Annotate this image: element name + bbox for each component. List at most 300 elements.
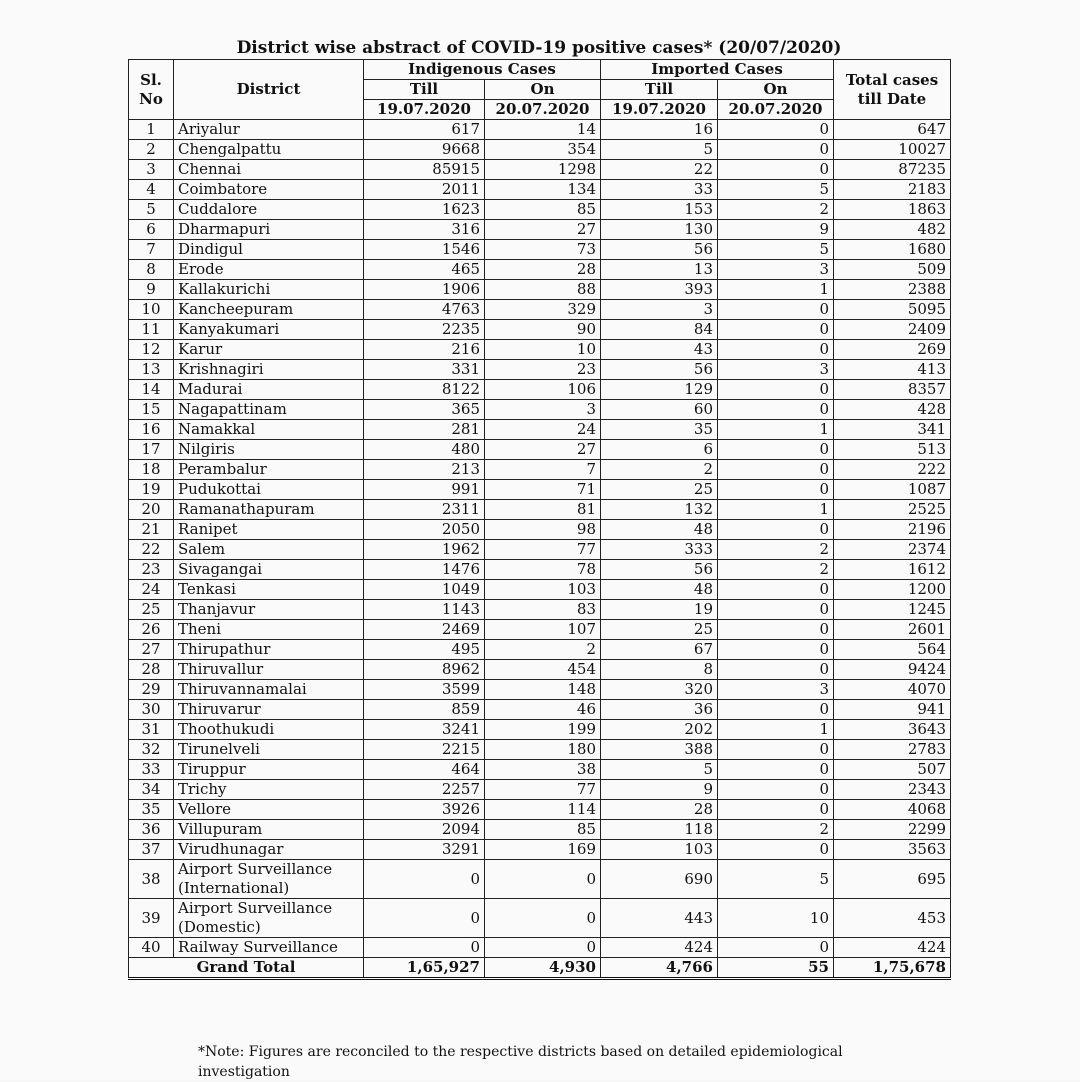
cell-imp-on: 2 bbox=[718, 560, 834, 580]
grand-total-label: Grand Total bbox=[129, 958, 364, 979]
cell-imp-on: 0 bbox=[718, 340, 834, 360]
cell-imp-on: 5 bbox=[718, 180, 834, 200]
table-row bbox=[129, 140, 951, 160]
cell-district: Namakkal bbox=[174, 420, 364, 440]
cell-total: 3563 bbox=[834, 840, 951, 860]
cell-ind-on: 78 bbox=[485, 560, 601, 580]
cell-slno: 39 bbox=[129, 899, 174, 938]
cell-ind-on: 77 bbox=[485, 780, 601, 800]
cell-total: 1200 bbox=[834, 580, 951, 600]
cell-imp-till: 690 bbox=[601, 860, 718, 899]
grand-total-imp-till: 4,766 bbox=[601, 958, 718, 979]
cell-ind-on: 199 bbox=[485, 720, 601, 740]
header-ind-on: On bbox=[485, 80, 601, 100]
cell-imp-on: 1 bbox=[718, 500, 834, 520]
cell-imp-till: 443 bbox=[601, 899, 718, 938]
cell-imp-on: 1 bbox=[718, 280, 834, 300]
header-ind-on-date: 20.07.2020 bbox=[485, 100, 601, 120]
cell-total: 482 bbox=[834, 220, 951, 240]
cell-ind-till: 1546 bbox=[364, 240, 485, 260]
cell-district: Pudukottai bbox=[174, 480, 364, 500]
cell-total: 2409 bbox=[834, 320, 951, 340]
cell-imp-on: 0 bbox=[718, 480, 834, 500]
cell-total: 513 bbox=[834, 440, 951, 460]
cell-imp-till: 25 bbox=[601, 620, 718, 640]
table-row bbox=[129, 300, 951, 320]
cell-imp-on: 0 bbox=[718, 140, 834, 160]
cell-ind-on: 454 bbox=[485, 660, 601, 680]
cell-ind-till: 2215 bbox=[364, 740, 485, 760]
cell-total: 341 bbox=[834, 420, 951, 440]
header-imp-on: On bbox=[718, 80, 834, 100]
cell-total: 5095 bbox=[834, 300, 951, 320]
cell-district bbox=[174, 860, 364, 899]
cell-total: 2299 bbox=[834, 820, 951, 840]
cell-ind-till: 216 bbox=[364, 340, 485, 360]
cell-total: 647 bbox=[834, 120, 951, 140]
cell-imp-till: 19 bbox=[601, 600, 718, 620]
cell-slno: 24 bbox=[129, 580, 174, 600]
cell-slno: 25 bbox=[129, 600, 174, 620]
cell-ind-on: 3 bbox=[485, 400, 601, 420]
cell-imp-till: 393 bbox=[601, 280, 718, 300]
cell-ind-till: 2311 bbox=[364, 500, 485, 520]
cell-district: Thoothukudi bbox=[174, 720, 364, 740]
cell-imp-on: 0 bbox=[718, 938, 834, 958]
cell-slno: 1 bbox=[129, 120, 174, 140]
cell-total: 507 bbox=[834, 760, 951, 780]
table-row bbox=[129, 240, 951, 260]
cell-imp-till: 3 bbox=[601, 300, 718, 320]
table-row bbox=[129, 740, 951, 760]
cell-district: Tiruppur bbox=[174, 760, 364, 780]
cell-slno: 19 bbox=[129, 480, 174, 500]
cell-district: Nilgiris bbox=[174, 440, 364, 460]
table-row bbox=[129, 440, 951, 460]
cell-ind-on: 27 bbox=[485, 220, 601, 240]
header-slno: Sl. No bbox=[129, 60, 174, 120]
cell-imp-till: 13 bbox=[601, 260, 718, 280]
cell-imp-till: 202 bbox=[601, 720, 718, 740]
cell-slno: 11 bbox=[129, 320, 174, 340]
cell-district: Thanjavur bbox=[174, 600, 364, 620]
cell-total: 2196 bbox=[834, 520, 951, 540]
header-ind-till-date: 19.07.2020 bbox=[364, 100, 485, 120]
cell-district: Salem bbox=[174, 540, 364, 560]
cell-district: Tenkasi bbox=[174, 580, 364, 600]
cell-ind-till: 859 bbox=[364, 700, 485, 720]
cell-slno: 22 bbox=[129, 540, 174, 560]
cell-district bbox=[174, 899, 364, 938]
cell-imp-till: 84 bbox=[601, 320, 718, 340]
cell-total: 2183 bbox=[834, 180, 951, 200]
cell-imp-on: 5 bbox=[718, 240, 834, 260]
cell-slno: 16 bbox=[129, 420, 174, 440]
cell-total: 941 bbox=[834, 700, 951, 720]
cell-total: 695 bbox=[834, 860, 951, 899]
table-row bbox=[129, 540, 951, 560]
cell-imp-on: 10 bbox=[718, 899, 834, 938]
cell-district: Sivagangai bbox=[174, 560, 364, 580]
table-row bbox=[129, 760, 951, 780]
table-row bbox=[129, 660, 951, 680]
cell-slno: 40 bbox=[129, 938, 174, 958]
table-row bbox=[129, 260, 951, 280]
cell-ind-till: 480 bbox=[364, 440, 485, 460]
cell-imp-on: 2 bbox=[718, 200, 834, 220]
cell-ind-on: 81 bbox=[485, 500, 601, 520]
table-row bbox=[129, 820, 951, 840]
cell-imp-till: 28 bbox=[601, 800, 718, 820]
header-imported: Imported Cases bbox=[601, 60, 834, 80]
cell-ind-till: 1962 bbox=[364, 540, 485, 560]
header-imp-till: Till bbox=[601, 80, 718, 100]
cell-ind-till: 1906 bbox=[364, 280, 485, 300]
cell-ind-till: 0 bbox=[364, 860, 485, 899]
cell-ind-on: 85 bbox=[485, 200, 601, 220]
cell-total: 8357 bbox=[834, 380, 951, 400]
cell-total: 9424 bbox=[834, 660, 951, 680]
footnote bbox=[198, 1042, 898, 1082]
cell-ind-on: 0 bbox=[485, 938, 601, 958]
cell-slno: 7 bbox=[129, 240, 174, 260]
cell-imp-on: 0 bbox=[718, 400, 834, 420]
cell-district: Kanyakumari bbox=[174, 320, 364, 340]
district-line-2: (International) bbox=[178, 879, 290, 897]
cell-ind-on: 354 bbox=[485, 140, 601, 160]
cell-slno: 5 bbox=[129, 200, 174, 220]
cell-imp-till: 320 bbox=[601, 680, 718, 700]
cell-district: Ramanathapuram bbox=[174, 500, 364, 520]
cell-imp-till: 35 bbox=[601, 420, 718, 440]
cell-district: Trichy bbox=[174, 780, 364, 800]
cell-imp-on: 0 bbox=[718, 120, 834, 140]
table-row bbox=[129, 480, 951, 500]
cell-ind-on: 0 bbox=[485, 860, 601, 899]
grand-total-ind-on: 4,930 bbox=[485, 958, 601, 979]
cell-imp-on: 0 bbox=[718, 320, 834, 340]
cell-imp-on: 2 bbox=[718, 820, 834, 840]
cell-slno: 37 bbox=[129, 840, 174, 860]
cell-total: 1087 bbox=[834, 480, 951, 500]
cell-ind-on: 106 bbox=[485, 380, 601, 400]
cell-ind-till: 2094 bbox=[364, 820, 485, 840]
cell-slno: 2 bbox=[129, 140, 174, 160]
header-imp-till-date: 19.07.2020 bbox=[601, 100, 718, 120]
cell-imp-on: 5 bbox=[718, 860, 834, 899]
cell-imp-on: 0 bbox=[718, 440, 834, 460]
cell-slno: 18 bbox=[129, 460, 174, 480]
table-row bbox=[129, 860, 951, 899]
cell-district: Thirupathur bbox=[174, 640, 364, 660]
cell-ind-on: 98 bbox=[485, 520, 601, 540]
table-row bbox=[129, 340, 951, 360]
cell-imp-till: 129 bbox=[601, 380, 718, 400]
cell-total: 2374 bbox=[834, 540, 951, 560]
cell-imp-till: 132 bbox=[601, 500, 718, 520]
cell-district: Dharmapuri bbox=[174, 220, 364, 240]
table-row bbox=[129, 680, 951, 700]
cell-total: 10027 bbox=[834, 140, 951, 160]
cell-ind-till: 495 bbox=[364, 640, 485, 660]
cell-district: Erode bbox=[174, 260, 364, 280]
cell-imp-on: 0 bbox=[718, 740, 834, 760]
cell-imp-on: 0 bbox=[718, 640, 834, 660]
cell-total: 564 bbox=[834, 640, 951, 660]
cell-district: Villupuram bbox=[174, 820, 364, 840]
cell-ind-till: 1476 bbox=[364, 560, 485, 580]
page-title: District wise abstract of COVID-19 positive cases* (20/07/2020) bbox=[236, 38, 842, 58]
cell-ind-till: 3291 bbox=[364, 840, 485, 860]
cell-ind-till: 465 bbox=[364, 260, 485, 280]
cell-ind-on: 46 bbox=[485, 700, 601, 720]
cell-ind-on: 73 bbox=[485, 240, 601, 260]
cell-ind-till: 3926 bbox=[364, 800, 485, 820]
table-row bbox=[129, 360, 951, 380]
cell-total: 2525 bbox=[834, 500, 951, 520]
grand-total-ind-till: 1,65,927 bbox=[364, 958, 485, 979]
cell-ind-on: 329 bbox=[485, 300, 601, 320]
district-line-1: Airport Surveillance bbox=[178, 860, 333, 878]
cell-imp-till: 9 bbox=[601, 780, 718, 800]
cell-district: Kallakurichi bbox=[174, 280, 364, 300]
cell-imp-till: 118 bbox=[601, 820, 718, 840]
grand-total-row bbox=[129, 958, 951, 979]
cell-imp-on: 1 bbox=[718, 720, 834, 740]
cell-ind-till: 0 bbox=[364, 899, 485, 938]
cell-ind-on: 169 bbox=[485, 840, 601, 860]
table-row bbox=[129, 420, 951, 440]
cell-ind-till: 3599 bbox=[364, 680, 485, 700]
cell-ind-on: 23 bbox=[485, 360, 601, 380]
cell-ind-till: 2050 bbox=[364, 520, 485, 540]
cell-imp-on: 0 bbox=[718, 520, 834, 540]
cell-total: 269 bbox=[834, 340, 951, 360]
cell-slno: 26 bbox=[129, 620, 174, 640]
cell-imp-on: 0 bbox=[718, 760, 834, 780]
cell-total: 1612 bbox=[834, 560, 951, 580]
cell-district: Tirunelveli bbox=[174, 740, 364, 760]
cell-slno: 20 bbox=[129, 500, 174, 520]
cell-ind-on: 28 bbox=[485, 260, 601, 280]
cell-imp-on: 0 bbox=[718, 460, 834, 480]
cell-slno: 4 bbox=[129, 180, 174, 200]
cell-ind-till: 1143 bbox=[364, 600, 485, 620]
cell-slno: 38 bbox=[129, 860, 174, 899]
cell-ind-on: 83 bbox=[485, 600, 601, 620]
cell-district: Dindigul bbox=[174, 240, 364, 260]
cell-total: 509 bbox=[834, 260, 951, 280]
cell-ind-till: 8962 bbox=[364, 660, 485, 680]
cell-ind-on: 103 bbox=[485, 580, 601, 600]
cell-ind-till: 3241 bbox=[364, 720, 485, 740]
cell-imp-on: 0 bbox=[718, 840, 834, 860]
cell-slno: 17 bbox=[129, 440, 174, 460]
cell-ind-till: 0 bbox=[364, 938, 485, 958]
cell-imp-till: 36 bbox=[601, 700, 718, 720]
cell-imp-till: 56 bbox=[601, 360, 718, 380]
cell-ind-on: 77 bbox=[485, 540, 601, 560]
cell-ind-on: 107 bbox=[485, 620, 601, 640]
cell-imp-on: 0 bbox=[718, 380, 834, 400]
cell-imp-on: 0 bbox=[718, 600, 834, 620]
cell-slno: 36 bbox=[129, 820, 174, 840]
district-line-1: Airport Surveillance bbox=[178, 899, 333, 917]
cell-total: 4068 bbox=[834, 800, 951, 820]
cell-imp-till: 6 bbox=[601, 440, 718, 460]
cell-imp-till: 25 bbox=[601, 480, 718, 500]
cell-district: Chengalpattu bbox=[174, 140, 364, 160]
cell-total: 222 bbox=[834, 460, 951, 480]
cell-slno: 13 bbox=[129, 360, 174, 380]
table-row bbox=[129, 600, 951, 620]
cell-imp-on: 0 bbox=[718, 160, 834, 180]
cell-slno: 15 bbox=[129, 400, 174, 420]
cell-ind-till: 9668 bbox=[364, 140, 485, 160]
header-ind-till: Till bbox=[364, 80, 485, 100]
cell-imp-on: 3 bbox=[718, 680, 834, 700]
cell-ind-on: 10 bbox=[485, 340, 601, 360]
cell-imp-till: 388 bbox=[601, 740, 718, 760]
cell-imp-till: 43 bbox=[601, 340, 718, 360]
cell-ind-on: 71 bbox=[485, 480, 601, 500]
cell-imp-on: 0 bbox=[718, 780, 834, 800]
cell-imp-till: 333 bbox=[601, 540, 718, 560]
cell-district: Ariyalur bbox=[174, 120, 364, 140]
cell-district: Vellore bbox=[174, 800, 364, 820]
cell-total: 2388 bbox=[834, 280, 951, 300]
cell-total: 3643 bbox=[834, 720, 951, 740]
cell-district: Kancheepuram bbox=[174, 300, 364, 320]
cell-ind-on: 114 bbox=[485, 800, 601, 820]
cell-district: Krishnagiri bbox=[174, 360, 364, 380]
cell-ind-on: 27 bbox=[485, 440, 601, 460]
cell-total: 424 bbox=[834, 938, 951, 958]
cell-imp-on: 2 bbox=[718, 540, 834, 560]
grand-total-imp-on: 55 bbox=[718, 958, 834, 979]
table-row bbox=[129, 620, 951, 640]
cell-district: Nagapattinam bbox=[174, 400, 364, 420]
cell-imp-till: 5 bbox=[601, 140, 718, 160]
cell-slno: 8 bbox=[129, 260, 174, 280]
cell-ind-till: 331 bbox=[364, 360, 485, 380]
cell-ind-till: 85915 bbox=[364, 160, 485, 180]
cell-ind-till: 2469 bbox=[364, 620, 485, 640]
cell-imp-on: 0 bbox=[718, 620, 834, 640]
cell-imp-till: 56 bbox=[601, 240, 718, 260]
cell-ind-till: 1623 bbox=[364, 200, 485, 220]
cell-total: 1245 bbox=[834, 600, 951, 620]
cell-ind-till: 617 bbox=[364, 120, 485, 140]
cell-imp-on: 3 bbox=[718, 360, 834, 380]
cell-slno: 21 bbox=[129, 520, 174, 540]
cell-imp-till: 22 bbox=[601, 160, 718, 180]
cell-slno: 12 bbox=[129, 340, 174, 360]
cell-slno: 31 bbox=[129, 720, 174, 740]
cell-imp-till: 153 bbox=[601, 200, 718, 220]
footnote-line-1: *Note: Figures are reconciled to the respective districts based on detailed epidemiological bbox=[198, 1044, 843, 1060]
cell-total: 1680 bbox=[834, 240, 951, 260]
table-row bbox=[129, 200, 951, 220]
cell-district: Madurai bbox=[174, 380, 364, 400]
footnote-line-2: investigation bbox=[198, 1064, 290, 1080]
table-row bbox=[129, 320, 951, 340]
table-row bbox=[129, 400, 951, 420]
cell-slno: 33 bbox=[129, 760, 174, 780]
cell-slno: 35 bbox=[129, 800, 174, 820]
cell-imp-till: 60 bbox=[601, 400, 718, 420]
cell-ind-on: 1298 bbox=[485, 160, 601, 180]
table-row bbox=[129, 560, 951, 580]
cell-ind-till: 991 bbox=[364, 480, 485, 500]
table-row bbox=[129, 160, 951, 180]
cell-imp-till: 8 bbox=[601, 660, 718, 680]
table-row bbox=[129, 460, 951, 480]
cell-imp-till: 2 bbox=[601, 460, 718, 480]
cell-slno: 10 bbox=[129, 300, 174, 320]
cell-ind-on: 38 bbox=[485, 760, 601, 780]
cell-slno: 6 bbox=[129, 220, 174, 240]
cell-imp-on: 9 bbox=[718, 220, 834, 240]
table-row bbox=[129, 520, 951, 540]
cell-imp-till: 48 bbox=[601, 580, 718, 600]
table-row bbox=[129, 280, 951, 300]
cell-district: Thiruvallur bbox=[174, 660, 364, 680]
table-row bbox=[129, 500, 951, 520]
cell-imp-on: 0 bbox=[718, 300, 834, 320]
cell-district: Karur bbox=[174, 340, 364, 360]
table-row bbox=[129, 899, 951, 938]
cell-imp-on: 1 bbox=[718, 420, 834, 440]
cell-total: 87235 bbox=[834, 160, 951, 180]
cell-ind-till: 8122 bbox=[364, 380, 485, 400]
cell-district: Chennai bbox=[174, 160, 364, 180]
cell-total: 2783 bbox=[834, 740, 951, 760]
cell-ind-till: 316 bbox=[364, 220, 485, 240]
cell-ind-till: 464 bbox=[364, 760, 485, 780]
cell-ind-till: 1049 bbox=[364, 580, 485, 600]
cell-slno: 27 bbox=[129, 640, 174, 660]
cell-imp-on: 3 bbox=[718, 260, 834, 280]
cell-slno: 28 bbox=[129, 660, 174, 680]
cell-total: 1863 bbox=[834, 200, 951, 220]
cell-ind-on: 88 bbox=[485, 280, 601, 300]
cell-slno: 9 bbox=[129, 280, 174, 300]
cell-slno: 30 bbox=[129, 700, 174, 720]
cell-district: Cuddalore bbox=[174, 200, 364, 220]
cell-slno: 14 bbox=[129, 380, 174, 400]
cell-ind-till: 2235 bbox=[364, 320, 485, 340]
cell-imp-till: 67 bbox=[601, 640, 718, 660]
cell-district: Ranipet bbox=[174, 520, 364, 540]
covid-cases-table bbox=[128, 59, 951, 980]
cell-ind-till: 365 bbox=[364, 400, 485, 420]
table-row bbox=[129, 640, 951, 660]
cell-imp-on: 0 bbox=[718, 580, 834, 600]
cell-ind-till: 281 bbox=[364, 420, 485, 440]
cell-total: 4070 bbox=[834, 680, 951, 700]
cell-total: 2343 bbox=[834, 780, 951, 800]
cell-imp-till: 103 bbox=[601, 840, 718, 860]
cell-total: 428 bbox=[834, 400, 951, 420]
cell-ind-on: 134 bbox=[485, 180, 601, 200]
table-row bbox=[129, 580, 951, 600]
table-row bbox=[129, 380, 951, 400]
header-imp-on-date: 20.07.2020 bbox=[718, 100, 834, 120]
cell-ind-till: 213 bbox=[364, 460, 485, 480]
cell-slno: 34 bbox=[129, 780, 174, 800]
cell-ind-till: 2011 bbox=[364, 180, 485, 200]
